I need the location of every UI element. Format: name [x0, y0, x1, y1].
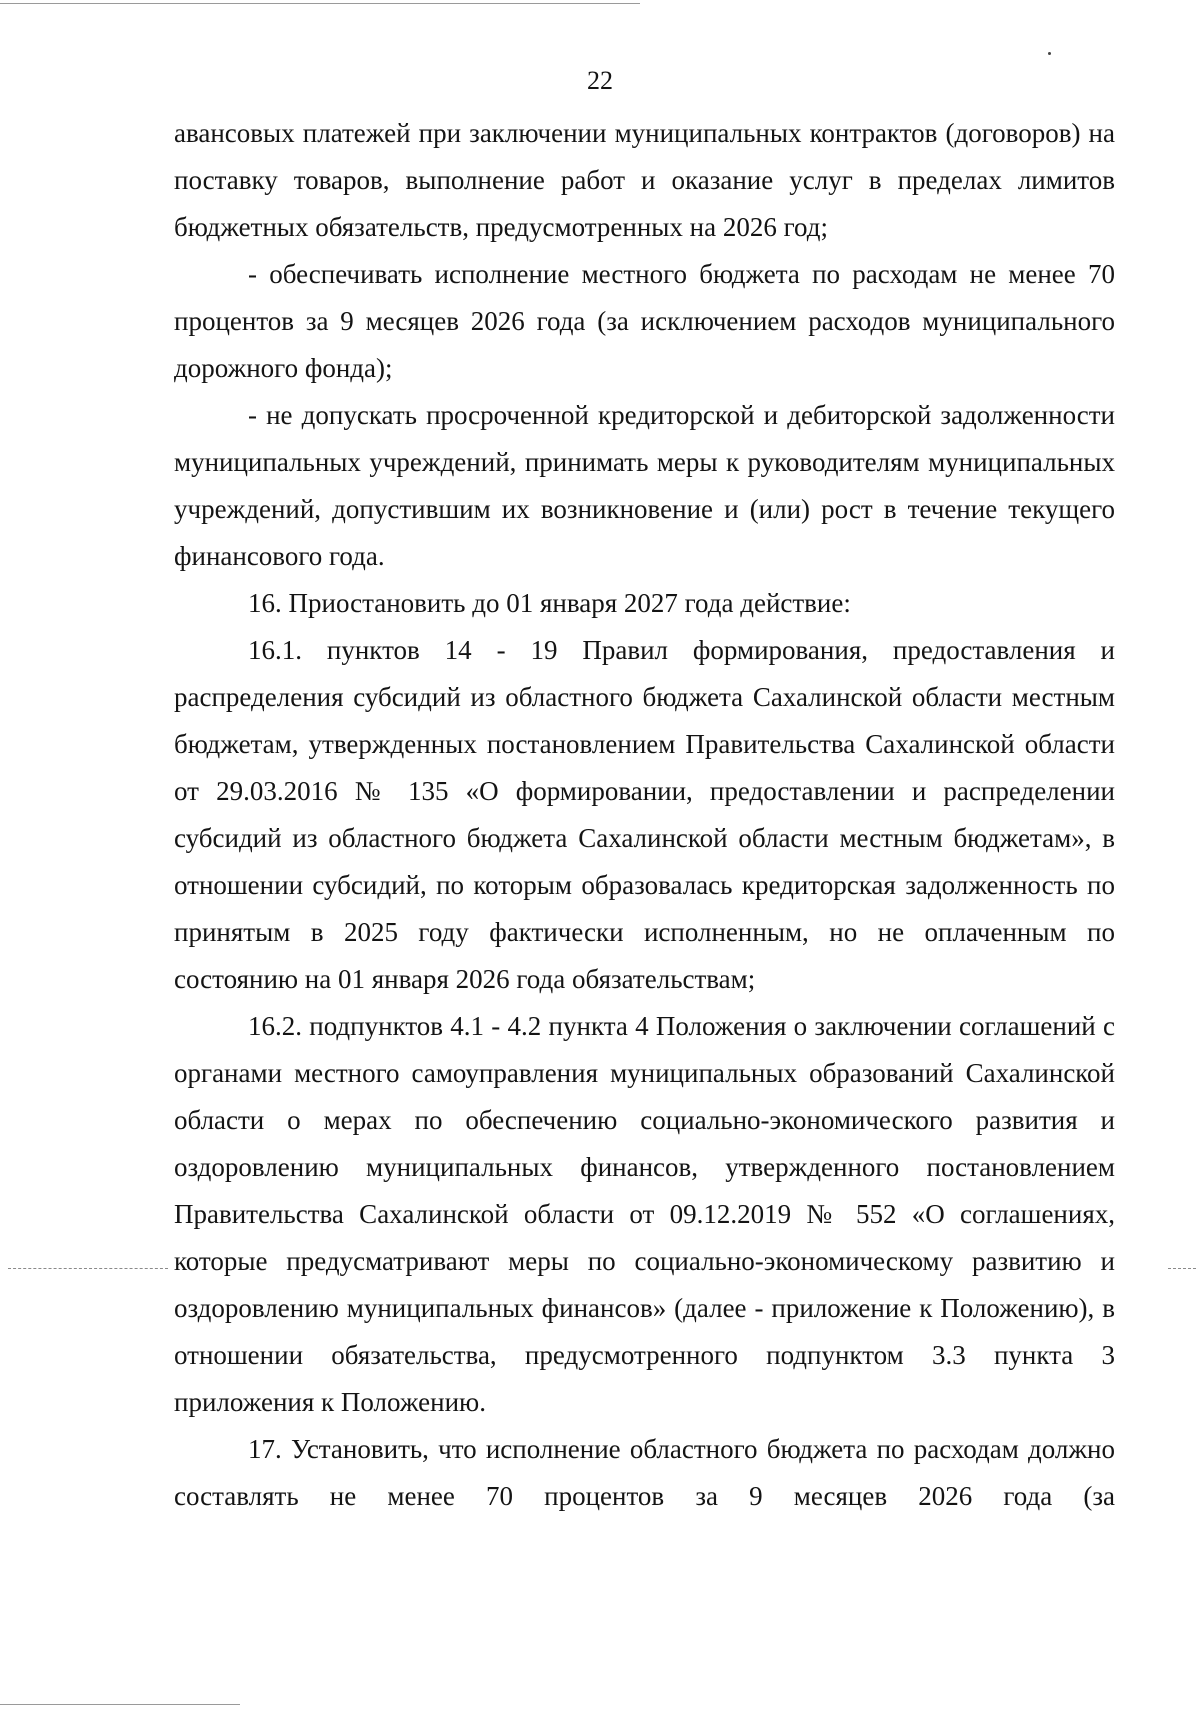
scan-edge-line-top — [0, 3, 640, 4]
fold-line-right — [1168, 1268, 1196, 1269]
paragraph-item-16-1: 16.1. пунктов 14 - 19 Правил формирования, предоставления и распределения субсидий из областного бюджета Сахалинской области местным бюджетам, утвержденных постановлением Правительства Сахалинской области от 29.03.2016 № 135 «О формировании, предоставлении и распределении субсидий из областного бюджета Сахалинской области местным бюджетам», в отношении субсидий, по которым образовалась кредиторская задолженность по принятым в 2025 году фактически исполненным, но не оплаченным по состоянию на 01 января 2026 года обязательствам; — [174, 635, 1115, 994]
page-number: 22 — [587, 66, 613, 95]
paragraph-item-16-2: 16.2. подпунктов 4.1 - 4.2 пункта 4 Положения о заключении соглашений с органами местного самоуправления муниципальных образований Сахалинской области о мерах по обеспечению социально-экономического развития и оздоровлению муниципальных финансов, утвержденного постановлением Правительства Сахалинской области от 09.12.2019 № 552 «О соглашениях, которые предусматривают меры по социально-экономическому развитию и оздоровлению муниципальных финансов» (далее - приложение к Положению), в отношении обязательства, предусмотренного подпунктом 3.3 пункта 3 приложения к Положению. — [174, 1011, 1115, 1417]
paragraph-item-17: 17. Установить, что исполнение областного бюджета по расходам должно составлять не менее 70 процентов за 9 месяцев 2026 года (за — [174, 1434, 1115, 1511]
fold-line-left — [8, 1268, 168, 1269]
scan-edge-line-bottom — [0, 1704, 240, 1705]
paragraph-budget-execution: - обеспечивать исполнение местного бюджета по расходам не менее 70 процентов за 9 месяцев 2026 года (за исключением расходов муниципального дорожного фонда); — [174, 259, 1115, 383]
scan-speck — [1048, 52, 1051, 55]
paragraph-continuation: авансовых платежей при заключении муниципальных контрактов (договоров) на поставку товаров, выполнение работ и оказание услуг в пределах лимитов бюджетных обязательств, предусмотренных на 2026 год; — [174, 118, 1115, 242]
document-body — [174, 110, 1115, 1520]
paragraph-item-16: 16. Приостановить до 01 января 2027 года действие: — [248, 588, 851, 618]
paragraph-overdue-debt: - не допускать просроченной кредиторской и дебиторской задолженности муниципальных учреждений, принимать меры к руководителям муниципальных учреждений, допустившим их возникновение и (или) рост в течение текущего финансового года. — [174, 400, 1115, 571]
